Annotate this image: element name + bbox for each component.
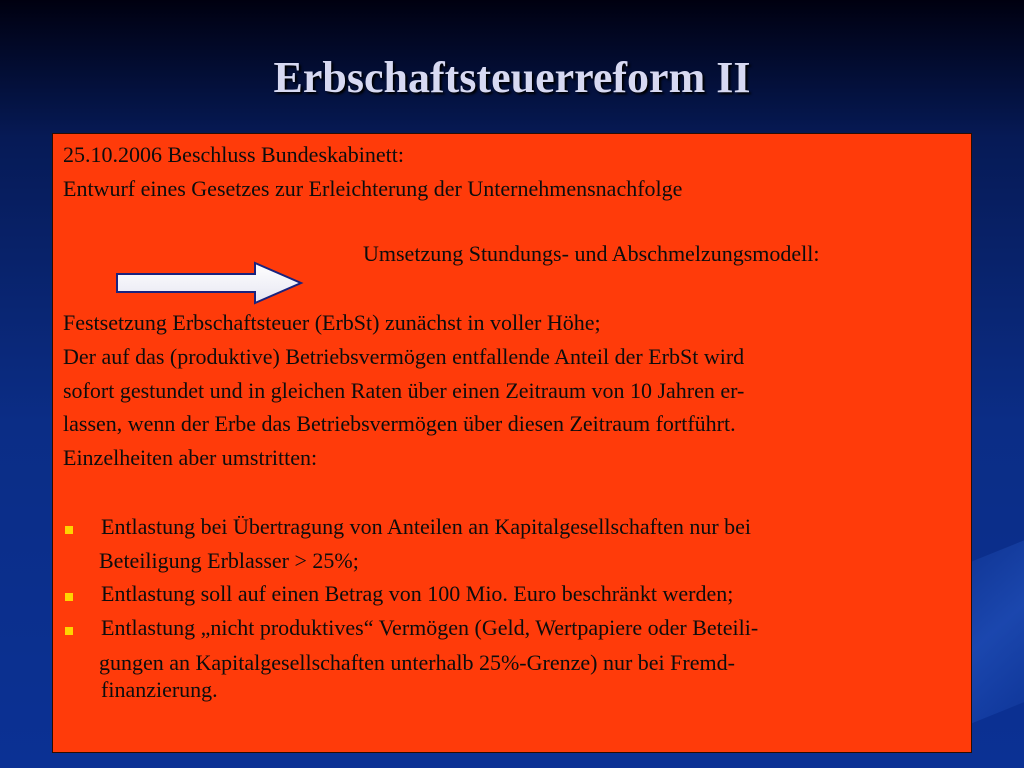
text-line: Der auf das (produktive) Betriebsvermögen entfallende Anteil der ErbSt wird (63, 344, 745, 369)
bullet-text: gungen an Kapitalgesellschaften unterhalb 25%-Grenze) nur bei Fremd- (99, 650, 735, 675)
text-line: lassen, wenn der Erbe das Betriebsvermögen über diesen Zeitraum fortführt. (63, 411, 736, 436)
bullet-square-icon (65, 526, 73, 534)
bullet-text: Entlastung „nicht produktives“ Vermögen (Geld, Wertpapiere oder Beteili- (101, 615, 759, 640)
slide-title: Erbschaftsteuerreform II (273, 53, 751, 102)
bullet-text: Beteiligung Erblasser > 25%; (99, 548, 359, 573)
right-arrow-icon (115, 261, 305, 305)
bullet-text: Entlastung bei Übertragung von Anteilen an Kapitalgesellschaften nur bei (101, 514, 752, 539)
text-line: Entwurf eines Gesetzes zur Erleichterung der Unternehmensnachfolge (63, 176, 683, 201)
bullet-square-icon (65, 593, 73, 601)
text-line: Einzelheiten aber umstritten: (63, 445, 318, 470)
content-box (52, 133, 972, 753)
text-line: 25.10.2006 Beschluss Bundeskabinett: (63, 142, 404, 167)
bullet-text: Entlastung soll auf einen Betrag von 100 Mio. Euro beschränkt werden; (101, 581, 734, 606)
text-line: Festsetzung Erbschaftsteuer (ErbSt) zunächst in voller Höhe; (63, 310, 601, 335)
bullet-text: finanzierung. (101, 677, 218, 702)
text-line: sofort gestundet und in gleichen Raten über einen Zeitraum von 10 Jahren er- (63, 378, 745, 403)
arrow-label: Umsetzung Stundungs- und Abschmelzungsmodell: (363, 241, 820, 266)
bullet-square-icon (65, 627, 73, 635)
